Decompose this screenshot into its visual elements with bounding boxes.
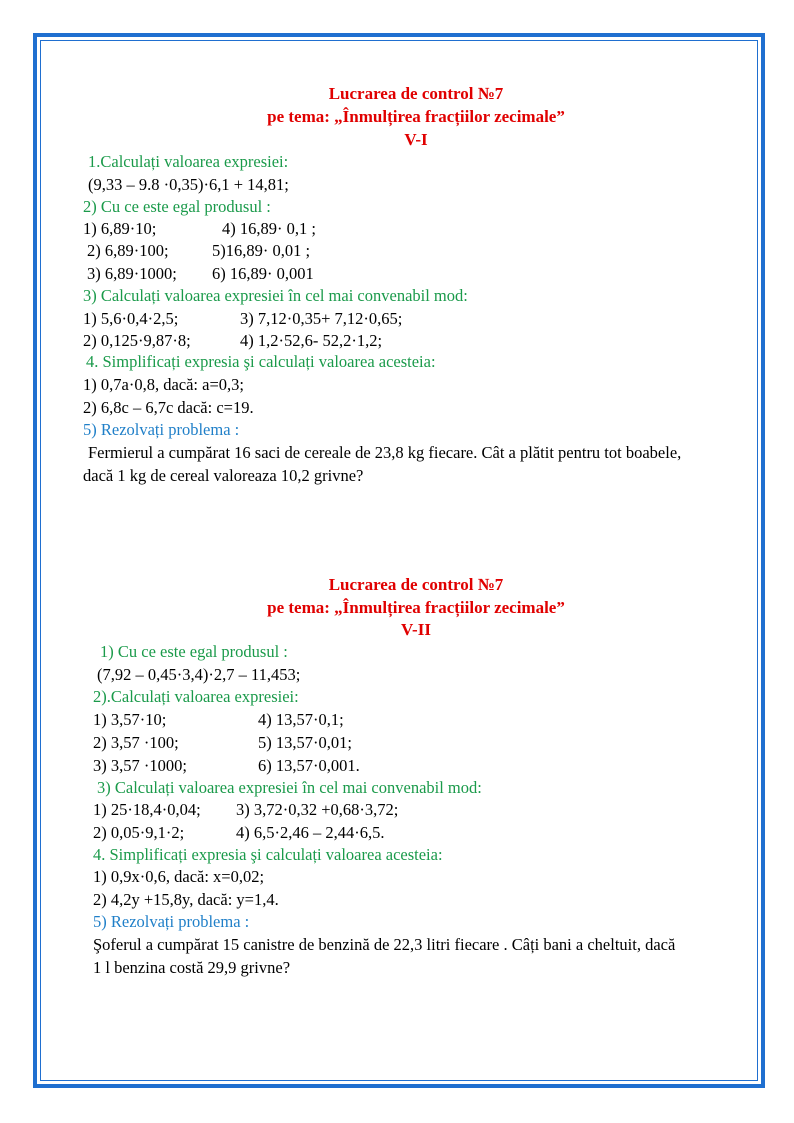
v2-variant: V-II xyxy=(401,620,431,639)
v1-q2-item-6: 6) 16,89· 0,001 xyxy=(212,264,314,283)
v2-q2-item-6: 6) 13,57·0,001. xyxy=(258,756,360,775)
v1-q3-item-3: 3) 7,12·0,35+ 7,12·0,65; xyxy=(240,309,403,328)
v1-q2-item-1: 1) 6,89·10; xyxy=(83,219,157,238)
v2-q4-heading: 4. Simplificați expresia şi calculați valoarea acesteia: xyxy=(93,845,443,864)
v2-q3-item-4: 4) 6,5·2,46 – 2,44·6,5. xyxy=(236,823,385,842)
v2-q4-item-1: 1) 0,9x·0,6, dacă: x=0,02; xyxy=(93,867,265,886)
v1-q2-item-4: 4) 16,89· 0,1 ; xyxy=(222,219,316,238)
v1-q1-expression: (9,33 – 9.8 ·0,35)·6,1 + 14,81; xyxy=(88,175,289,194)
v1-q3-item-2: 2) 0,125·9,87·8; xyxy=(83,331,191,350)
v1-q2-item-2: 2) 6,89·100; xyxy=(87,241,169,260)
v1-q2-item-3: 3) 6,89·1000; xyxy=(87,264,177,283)
v2-subtitle: pe tema: „Înmulțirea fracțiilor zecimale” xyxy=(267,598,565,617)
v2-q2-item-4: 4) 13,57·0,1; xyxy=(258,710,344,729)
v1-subtitle: pe tema: „Înmulțirea fracțiilor zecimale” xyxy=(267,107,565,126)
v2-q2-item-3: 3) 3,57 ·1000; xyxy=(93,756,187,775)
v1-q5-text-line-1: Fermierul a cumpărat 16 saci de cereale de 23,8 kg fiecare. Cât a plătit pentru tot boabele, xyxy=(88,443,682,462)
v1-q2-heading: 2) Cu ce este egal produsul : xyxy=(83,197,271,216)
v1-q1-heading: 1.Calculați valoarea expresiei: xyxy=(88,152,289,171)
v2-q3-item-1: 1) 25·18,4·0,04; xyxy=(93,800,201,819)
v2-q4-item-2: 2) 4,2y +15,8y, dacă: y=1,4. xyxy=(93,890,279,909)
v2-q5-text-line-2: 1 l benzina costă 29,9 grivne? xyxy=(93,958,291,977)
v2-q5-text-line-1: Şoferul a cumpărat 15 canistre de benzină de 22,3 litri fiecare . Câți bani a cheltuit, dacă xyxy=(93,935,676,954)
v1-q5-heading: 5) Rezolvați problema : xyxy=(83,420,240,439)
v2-q5-heading: 5) Rezolvați problema : xyxy=(93,912,250,931)
v1-q4-heading: 4. Simplificați expresia şi calculați valoarea acesteia: xyxy=(86,352,436,371)
v2-q2-item-5: 5) 13,57·0,01; xyxy=(258,733,352,752)
v2-title: Lucrarea de control №7 xyxy=(328,575,504,594)
v2-q2-item-2: 2) 3,57 ·100; xyxy=(93,733,179,752)
v1-variant: V-I xyxy=(404,130,428,149)
v2-q3-item-3: 3) 3,72·0,32 +0,68·3,72; xyxy=(236,800,399,819)
v2-q3-heading: 3) Calculați valoarea expresiei în cel mai convenabil mod: xyxy=(97,778,482,797)
v1-q3-item-4: 4) 1,2·52,6- 52,2·1,2; xyxy=(240,331,383,350)
v1-q4-item-2: 2) 6,8c – 6,7c dacă: c=19. xyxy=(83,398,254,417)
v2-q1-heading: 1) Cu ce este egal produsul : xyxy=(100,642,288,661)
v2-q1-expression: (7,92 – 0,45·3,4)·2,7 – 11,453; xyxy=(97,665,301,684)
v1-q5-text-line-2: dacă 1 kg de cereal valoreaza 10,2 grivne? xyxy=(83,466,364,485)
v1-q3-item-1: 1) 5,6·0,4·2,5; xyxy=(83,309,179,328)
v2-q2-item-1: 1) 3,57·10; xyxy=(93,710,167,729)
v1-title: Lucrarea de control №7 xyxy=(328,84,504,103)
v2-q2-heading: 2).Calculați valoarea expresiei: xyxy=(93,687,299,706)
v2-q3-item-2: 2) 0,05·9,1·2; xyxy=(93,823,185,842)
v1-q4-item-1: 1) 0,7a·0,8, dacă: a=0,3; xyxy=(83,375,244,394)
v1-q3-heading: 3) Calculați valoarea expresiei în cel mai convenabil mod: xyxy=(83,286,468,305)
v1-q2-item-5: 5)16,89· 0,01 ; xyxy=(212,241,311,260)
